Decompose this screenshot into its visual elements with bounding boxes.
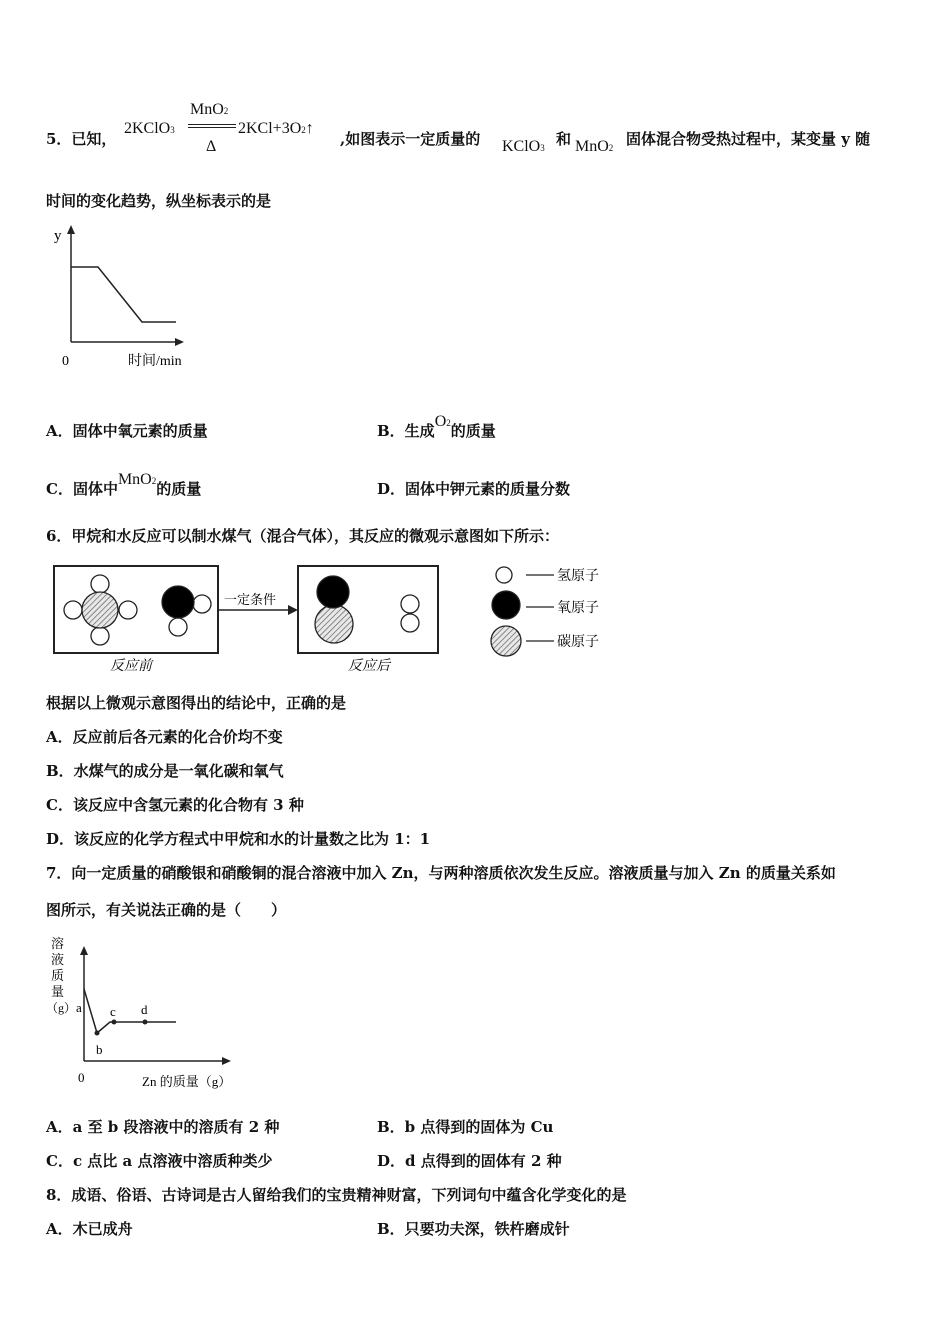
point-a-label: a [76, 1000, 82, 1015]
origin-label: 0 [62, 354, 69, 369]
q7-option-b[interactable]: B．b 点得到的固体为 Cu [377, 1118, 554, 1136]
y-axis-arrow-icon [80, 946, 88, 955]
y-label-5: （g） [46, 1001, 77, 1015]
q7-option-a[interactable]: A．a 至 b 段溶液中的溶质有 2 种 [46, 1118, 280, 1136]
eq-bar-bottom [188, 127, 236, 128]
oxygen-atom-icon [492, 591, 520, 619]
q7-curve [84, 989, 176, 1033]
methane-molecule [64, 575, 137, 645]
q5-option-b[interactable]: B．生成O2的质量 [377, 413, 496, 440]
legend [491, 567, 599, 656]
hydrogen-atom-icon [496, 567, 512, 583]
point-c [112, 1020, 117, 1025]
q5-stem-end: 固体混合物受热过程中，某变量 y 随 [626, 130, 871, 148]
legend-carbon: 碳原子 [557, 635, 599, 650]
point-d [143, 1020, 148, 1025]
q6-micro-diagram [50, 560, 620, 678]
q5-stem-line2: 时间的变化趋势，纵坐标表示的是 [46, 192, 272, 210]
y-label: y [54, 228, 62, 244]
q5-number: 5．已知， [46, 130, 117, 148]
carbon-atom-icon [491, 626, 521, 656]
eq-bar-top [188, 124, 236, 125]
point-b-label: b [96, 1042, 103, 1057]
eq-catalyst: MnO2 [190, 101, 229, 118]
q8-stem: 8．成语、俗语、古诗词是古人留给我们的宝贵精神财富，下列词句中蕴含化学变化的是 [46, 1186, 627, 1204]
eq-heat-symbol: Δ [206, 138, 217, 155]
y-label-3: 质 [51, 968, 65, 983]
x-axis-arrow-icon [222, 1057, 231, 1065]
q5-and: 和 [556, 130, 572, 148]
q6-option-a[interactable]: A．反应前后各元素的化合价均不变 [46, 728, 283, 746]
before-label: 反应前 [110, 659, 152, 674]
q6-option-d[interactable]: D．该反应的化学方程式中甲烷和水的计量数之比为 1：1 [46, 830, 431, 848]
h2-molecule [401, 595, 419, 632]
q5-option-a[interactable]: A．固体中氧元素的质量 [46, 422, 208, 440]
legend-hydrogen: 氢原子 [557, 569, 599, 584]
q7-stem-line1: 7．向一定质量的硝酸银和硝酸铜的混合溶液中加入 Zn，与两种溶质依次发生反应。溶液质量与加入 Zn 的质量关系如 [46, 864, 836, 882]
kclo3-formula: KClO3 [502, 138, 545, 155]
x-label: 时间/min [128, 354, 182, 369]
point-b [95, 1031, 100, 1036]
q5-curve [71, 267, 176, 322]
reaction-arrow-head-icon [288, 605, 298, 615]
water-molecule [162, 586, 211, 636]
point-d-label: d [141, 1002, 148, 1017]
eq-products: 2KCl+3O2↑ [238, 120, 314, 137]
q5-option-d[interactable]: D．固体中钾元素的质量分数 [377, 480, 571, 498]
condition-label: 一定条件 [224, 592, 277, 607]
q5-stem-start [46, 128, 116, 149]
y-label-2: 液 [51, 952, 65, 967]
q7-option-c[interactable]: C．c 点比 a 点溶液中溶质种类少 [46, 1152, 273, 1170]
q7-stem-line2: 图所示，有关说法正确的是（ ） [46, 901, 287, 919]
q8-option-b[interactable]: B．只要功夫深，铁杵磨成针 [377, 1220, 570, 1238]
legend-oxygen: 氧原子 [557, 601, 599, 616]
after-label: 反应后 [348, 659, 390, 674]
q8-option-a[interactable]: A．木已成舟 [46, 1220, 133, 1238]
q5-option-c[interactable]: C．固体中MnO2的质量 [46, 471, 202, 498]
q5-equation [124, 100, 344, 160]
y-label-1: 溶 [51, 936, 65, 951]
co-molecule [315, 576, 353, 643]
mno2-formula: MnO2 [575, 138, 614, 155]
x-axis-arrow-icon [175, 338, 184, 346]
q6-option-c[interactable]: C．该反应中含氢元素的化合物有 3 种 [46, 796, 304, 814]
y-axis-arrow-icon [67, 225, 75, 234]
q6-stem: 6．甲烷和水反应可以制水煤气（混合气体），其反应的微观示意图如下所示： [46, 527, 559, 545]
q6-question: 根据以上微观示意图得出的结论中，正确的是 [46, 694, 347, 712]
q7-graph [44, 934, 244, 1094]
origin-label: 0 [78, 1070, 85, 1085]
q5-graph [46, 222, 206, 372]
eq-reactant: 2KClO3 [124, 120, 175, 137]
q6-option-b[interactable]: B．水煤气的成分是一氧化碳和氧气 [46, 762, 284, 780]
point-c-label: c [110, 1004, 116, 1019]
y-label-4: 量 [51, 984, 65, 999]
x-label: Zn 的质量（g） [142, 1074, 232, 1089]
q7-option-d[interactable]: D．d 点得到的固体有 2 种 [377, 1152, 562, 1170]
q5-stem-mid: ,如图表示一定质量的 [340, 130, 481, 148]
